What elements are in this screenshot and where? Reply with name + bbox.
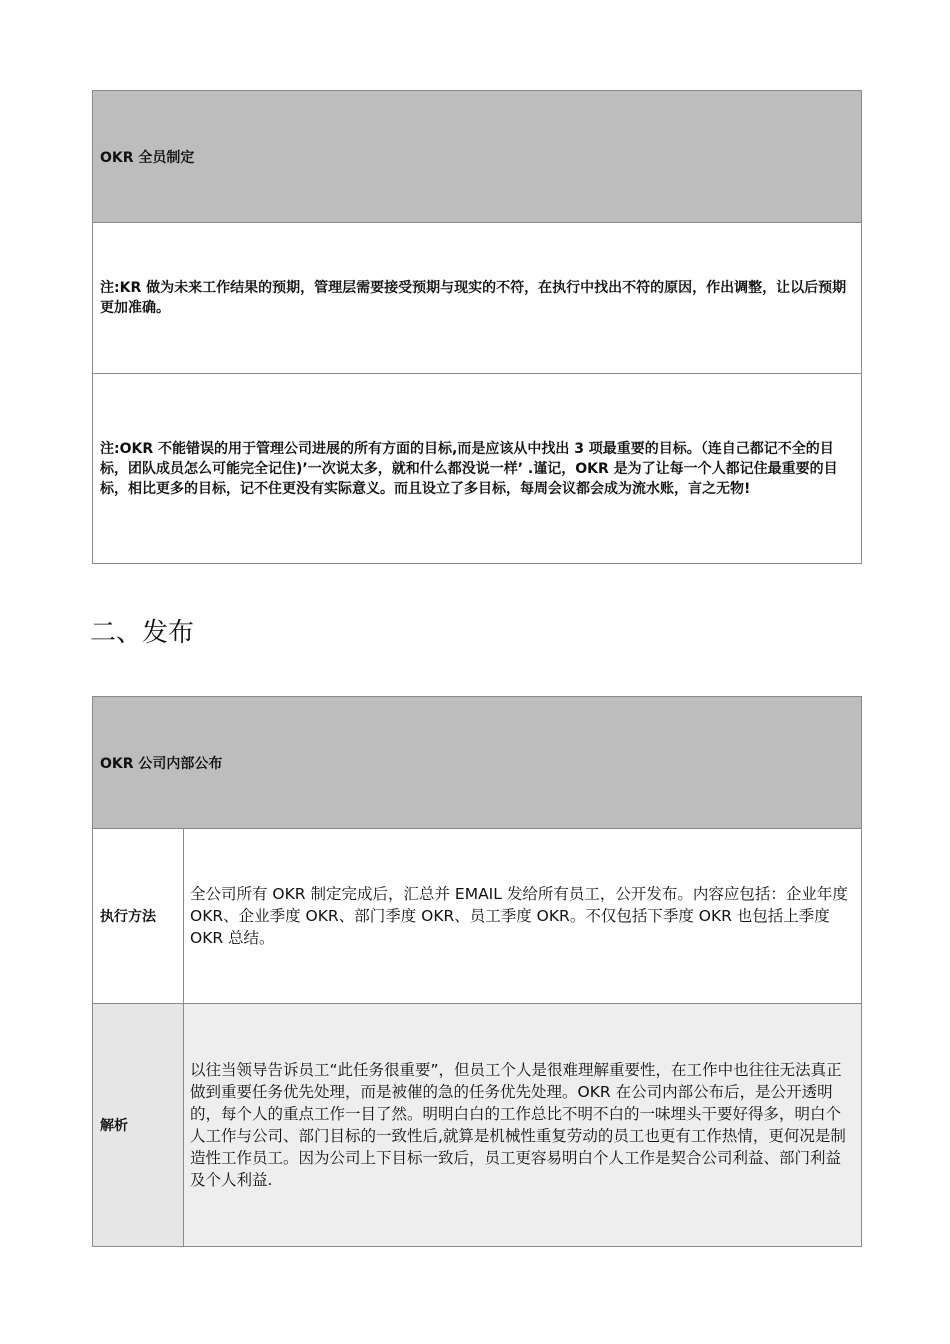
table-row [93, 1004, 861, 1246]
table-header-text: OKR 全员制定 [100, 149, 195, 166]
row-label: 执行方法 [93, 829, 184, 1003]
table-header [93, 697, 861, 829]
row-label: 解析 [93, 1004, 184, 1246]
okr-formulation-table [92, 90, 862, 564]
note-text: 注:KR 做为未来工作结果的预期，管理层需要接受预期与现实的不符，在执行中找出不符的原因，作出调整，让以后预期更加准确。 [100, 280, 847, 316]
table-header-text: OKR 公司内部公布 [100, 755, 223, 772]
note-text: 注:OKR 不能错误的用于管理公司进展的所有方面的目标,而是应该从中找出 3 项最重要的目标。（连自己都记不全的目标，团队成员怎么可能完全记住)’一次说太多，就和什么都没说一样’ .谨记，OKR 是为了让每一个人都记住最重要的目标，相比更多的目标，记不住更没有实际意义。而且设立了多目标，每周会议都会成为流水账，言之无物! [100, 440, 838, 497]
table-row [93, 829, 861, 1004]
row-value: 全公司所有 OKR 制定完成后，汇总并 EMAIL 发给所有员工，公开发布。内容应包括：企业年度 OKR、企业季度 OKR、部门季度 OKR、员工季度 OKR。不仅包括下季度 OKR 也包括上季度 OKR 总结。 [190, 885, 848, 947]
okr-publish-table [92, 696, 862, 1247]
section-title: 二、发布 [90, 618, 195, 648]
note-row [93, 374, 861, 563]
note-row [93, 223, 861, 374]
row-value: 以往当领导告诉员工“此任务很重要”，但员工个人是很难理解重要性，在工作中也往往无法真正做到重要任务优先处理，而是被催的急的任务优先处理。OKR 在公司内部公布后，是公开透明的，每个人的重点工作一目了然。明明白白的工作总比不明不白的一味埋头干要好得多，明白个人工作与公司、部门目标的一致性后,就算是机械性重复劳动的员工也更有工作热情，更何况是制造性工作员工。因为公司上下目标一致后，员工更容易明白个人工作是契合公司利益、部门利益及个人利益. [190, 1061, 846, 1189]
table-header [93, 91, 861, 223]
